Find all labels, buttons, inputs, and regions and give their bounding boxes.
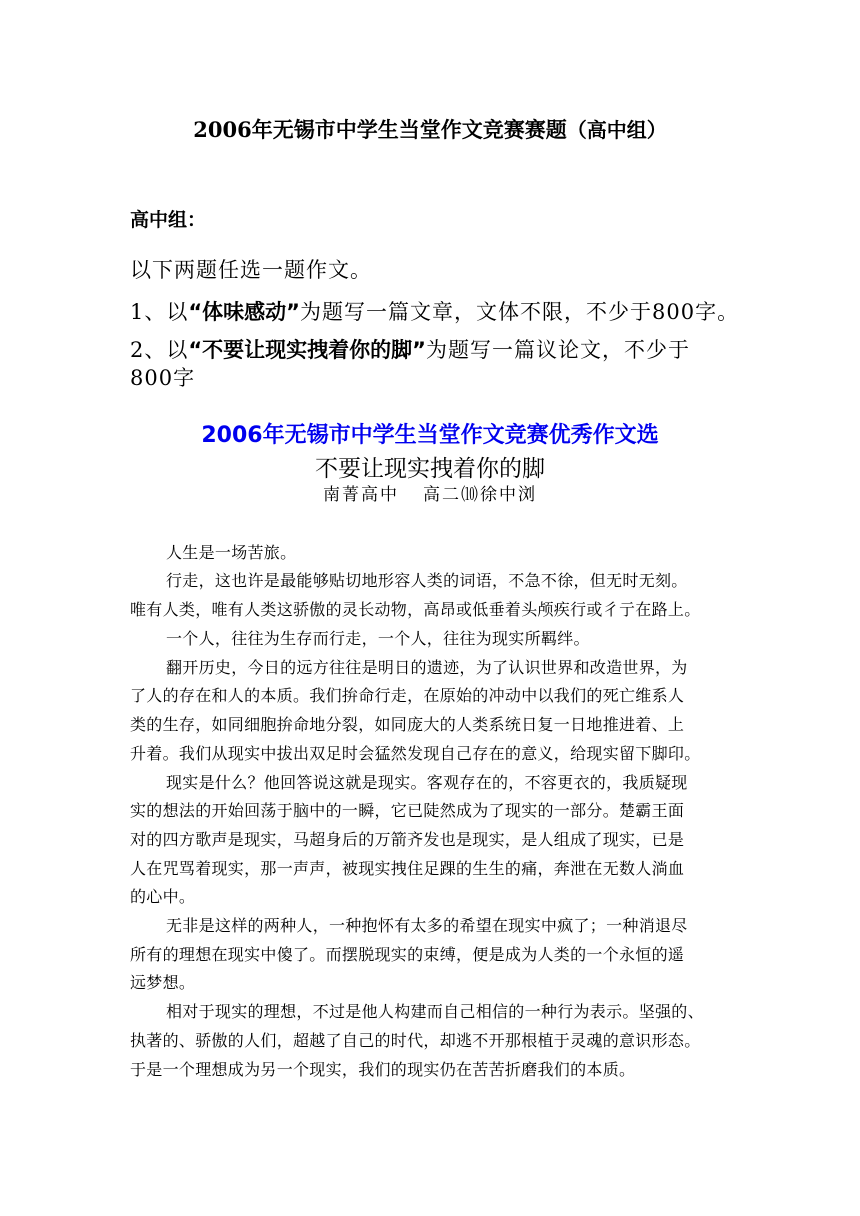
page-title-text: 2006年无锡市中学生当堂作文竞赛赛题 bbox=[193, 117, 567, 142]
essay-line: 远梦想。 bbox=[130, 973, 196, 992]
essay-line: 类的生存，如同细胞拚命地分裂，如同庞大的人类系统日复一日地推进着、上 bbox=[130, 715, 685, 734]
instruction-item-2-suffix: 为题写一篇议论文，不少于 bbox=[425, 338, 690, 362]
essay-line: 唯有人类，唯有人类这骄傲的灵长动物，高昂或低垂着头颅疾行或彳亍在路上。 bbox=[130, 600, 701, 619]
instruction-item-2-topic: “不要让现实拽着你的脚” bbox=[188, 338, 426, 362]
essay-line: 所有的理想在现实中傻了。而摆脱现实的束缚，便是成为人类的一个永恒的遥 bbox=[130, 945, 685, 964]
essay-line: 于是一个理想成为另一个现实，我们的现实仍在苦苦折磨我们的本质。 bbox=[130, 1060, 636, 1079]
instruction-item-2-continuation: 800字 bbox=[130, 366, 196, 390]
author-school: 南菁高中 bbox=[323, 485, 399, 505]
instruction-item-2 bbox=[130, 334, 690, 364]
essay-line: 人生是一场苦旅。 bbox=[166, 543, 297, 562]
instruction-item-1-topic: “体味感动” bbox=[188, 300, 300, 324]
essay-collection-heading: 2006年无锡市中学生当堂作文竞赛优秀作文选 bbox=[201, 423, 659, 448]
instruction-item-1 bbox=[130, 296, 739, 326]
essay-line: 了人的存在和人的本质。我们拚命行走，在原始的冲动中以我们的死亡维系人 bbox=[130, 686, 685, 705]
essay-line: 行走，这也许是最能够贴切地形容人类的词语，不急不徐，但无时无刻。 bbox=[166, 571, 688, 590]
essay-line: 无非是这样的两种人，一种抱怀有太多的希望在现实中疯了；一种消退尽 bbox=[166, 916, 688, 935]
essay-title: 不要让现实拽着你的脚 bbox=[315, 456, 545, 482]
essay-line: 一个人，往往为生存而行走，一个人，往往为现实所羁绊。 bbox=[166, 629, 590, 648]
essay-line: 的心中。 bbox=[130, 887, 196, 906]
instruction-item-1-prefix: 1、以 bbox=[130, 300, 189, 324]
essay-line: 现实是什么？他回答说这就是现实。客观存在的，不容更衣的，我质疑现 bbox=[166, 773, 688, 792]
essay-author bbox=[0, 480, 860, 505]
essay-line: 升着。我们从现实中拔出双足时会猛然发现自己存在的意义，给现实留下脚印。 bbox=[130, 744, 701, 763]
page-title bbox=[0, 114, 860, 144]
author-name: 高二⑽徐中浏 bbox=[423, 485, 537, 505]
group-label: 高中组： bbox=[130, 209, 207, 231]
essay-line: 翻开历史，今日的远方往往是明日的遗迹，为了认识世界和改造世界，为 bbox=[166, 658, 688, 677]
instruction-item-1-suffix: 为题写一篇文章，文体不限，不少于800字。 bbox=[299, 300, 740, 324]
essay-line: 对的四方歌声是现实，马超身后的万箭齐发也是现实，是人组成了现实，已是 bbox=[130, 830, 685, 849]
instruction-intro: 以下两题任选一题作文。 bbox=[130, 258, 372, 282]
essay-line: 执著的、骄傲的人们，超越了自己的时代，却逃不开那根植于灵魂的意识形态。 bbox=[130, 1031, 701, 1050]
instruction-item-2-prefix: 2、以 bbox=[130, 338, 189, 362]
essay-line: 实的想法的开始回荡于脑中的一瞬，它已陡然成为了现实的一部分。楚霸王面 bbox=[130, 801, 685, 820]
essay-line: 人在咒骂着现实，那一声声，被现实拽住足踝的生生的痛，奔泄在无数人淌血 bbox=[130, 859, 685, 878]
essay-line: 相对于现实的理想，不过是他人构建而自己相信的一种行为表示。坚强的、 bbox=[166, 1002, 704, 1021]
page-title-suffix: （高中组） bbox=[566, 118, 667, 142]
